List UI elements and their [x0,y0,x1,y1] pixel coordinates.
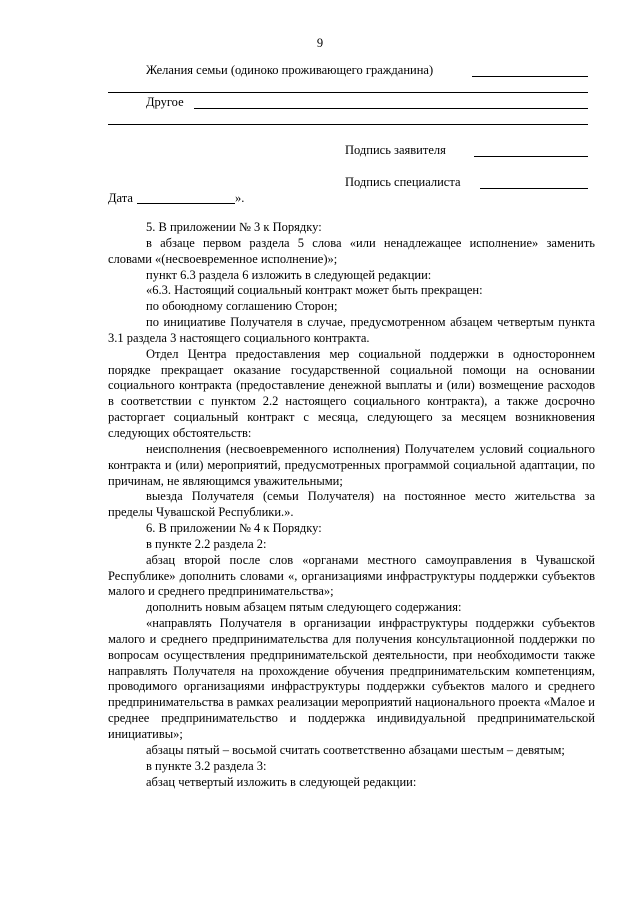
specialist-signature-label: Подпись специалиста [345,175,461,189]
paragraph: пункт 6.3 раздела 6 изложить в следующей редакции: [146,267,432,282]
paragraph: абзац второй после слов «органами местного самоуправления в Чувашской Республике» дополнить словами «, организациями инфраструктуры поддержки субъектов малого и среднего предпринимательства»; [108,552,595,599]
specialist-signature-line [480,188,588,189]
applicant-signature-line [474,156,588,157]
paragraph: в абзаце первом раздела 5 слова «или ненадлежащее исполнение» заменить словами «(несвоевременное исполнение)»; [108,235,595,266]
paragraph: по инициативе Получателя в случае, предусмотренном абзацем четвертым пункта 3.1 раздела 3 настоящего социального контракта. [108,315,595,345]
paragraph: по обоюдному соглашению Сторон; [146,299,338,314]
paragraph: дополнить новым абзацем пятым следующего содержания: [146,600,462,615]
paragraph: 5. В приложении № 3 к Порядку: [146,220,322,234]
paragraph: абзац четвертый изложить в следующей редакции: [146,774,417,789]
paragraph: «направлять Получателя в организации инфраструктуры поддержки субъектов малого и среднего предпринимательства для получения консультационной поддержки по вопросам осуществления предпринимательской деятельности, при необходимости также направлять Получателя на прохождение обучения предпринимательским компетенциям, проводимого организациями инфраструктуры поддержки субъектов малого и среднего предпринимательства в рамках реализации мероприятий национального проекта «Малое и среднее предпринимательство и поддержка индивидуальной предпринимательской инициативы»; [108,616,595,741]
wishes-label: Желания семьи (одиноко проживающего гражданина) [146,63,434,77]
other-continuation-line [108,124,588,125]
paragraph: абзацы пятый – восьмой считать соответственно абзацами шестым – девятым; [146,742,565,757]
paragraph: «6.3. Настоящий социальный контракт может быть прекращен: [146,283,483,298]
paragraph: Отдел Центра предоставления мер социальной поддержки в одностороннем порядке прекращает оказание государственной социальной помощи на основании социального контракта (предоставление денежной выплаты и (или) возмещение расходов в соответствии с пунктом 2.2 настоящего социального контракта), а также досрочно расторгает социальный контракт с месяца, следующего за месяцем возникновения следующих обстоятельств: [108,346,595,440]
applicant-signature-label: Подпись заявителя [345,143,446,157]
date-label: Дата [108,191,133,205]
other-line [194,108,588,109]
page-number: 9 [316,36,324,50]
paragraph: выезда Получателя (семьи Получателя) на постоянное место жительства за пределы Чувашской Республики.». [108,489,595,520]
wishes-continuation-line [108,92,588,93]
date-line [137,203,235,204]
paragraph: в пункте 3.2 раздела 3: [146,758,267,773]
document-body [108,220,595,790]
paragraph: неисполнения (несвоевременного исполнения) Получателем условий социального контракта и (или) мероприятий, предусмотренных программой социальной адаптации, по причинам, не являющимся уважительными; [108,441,595,488]
paragraph: в пункте 2.2 раздела 2: [146,536,267,551]
paragraph: 6. В приложении № 4 к Порядку: [146,521,322,536]
other-label: Другое [146,95,184,109]
wishes-line [472,76,588,77]
date-closing-quote: ». [235,191,245,205]
